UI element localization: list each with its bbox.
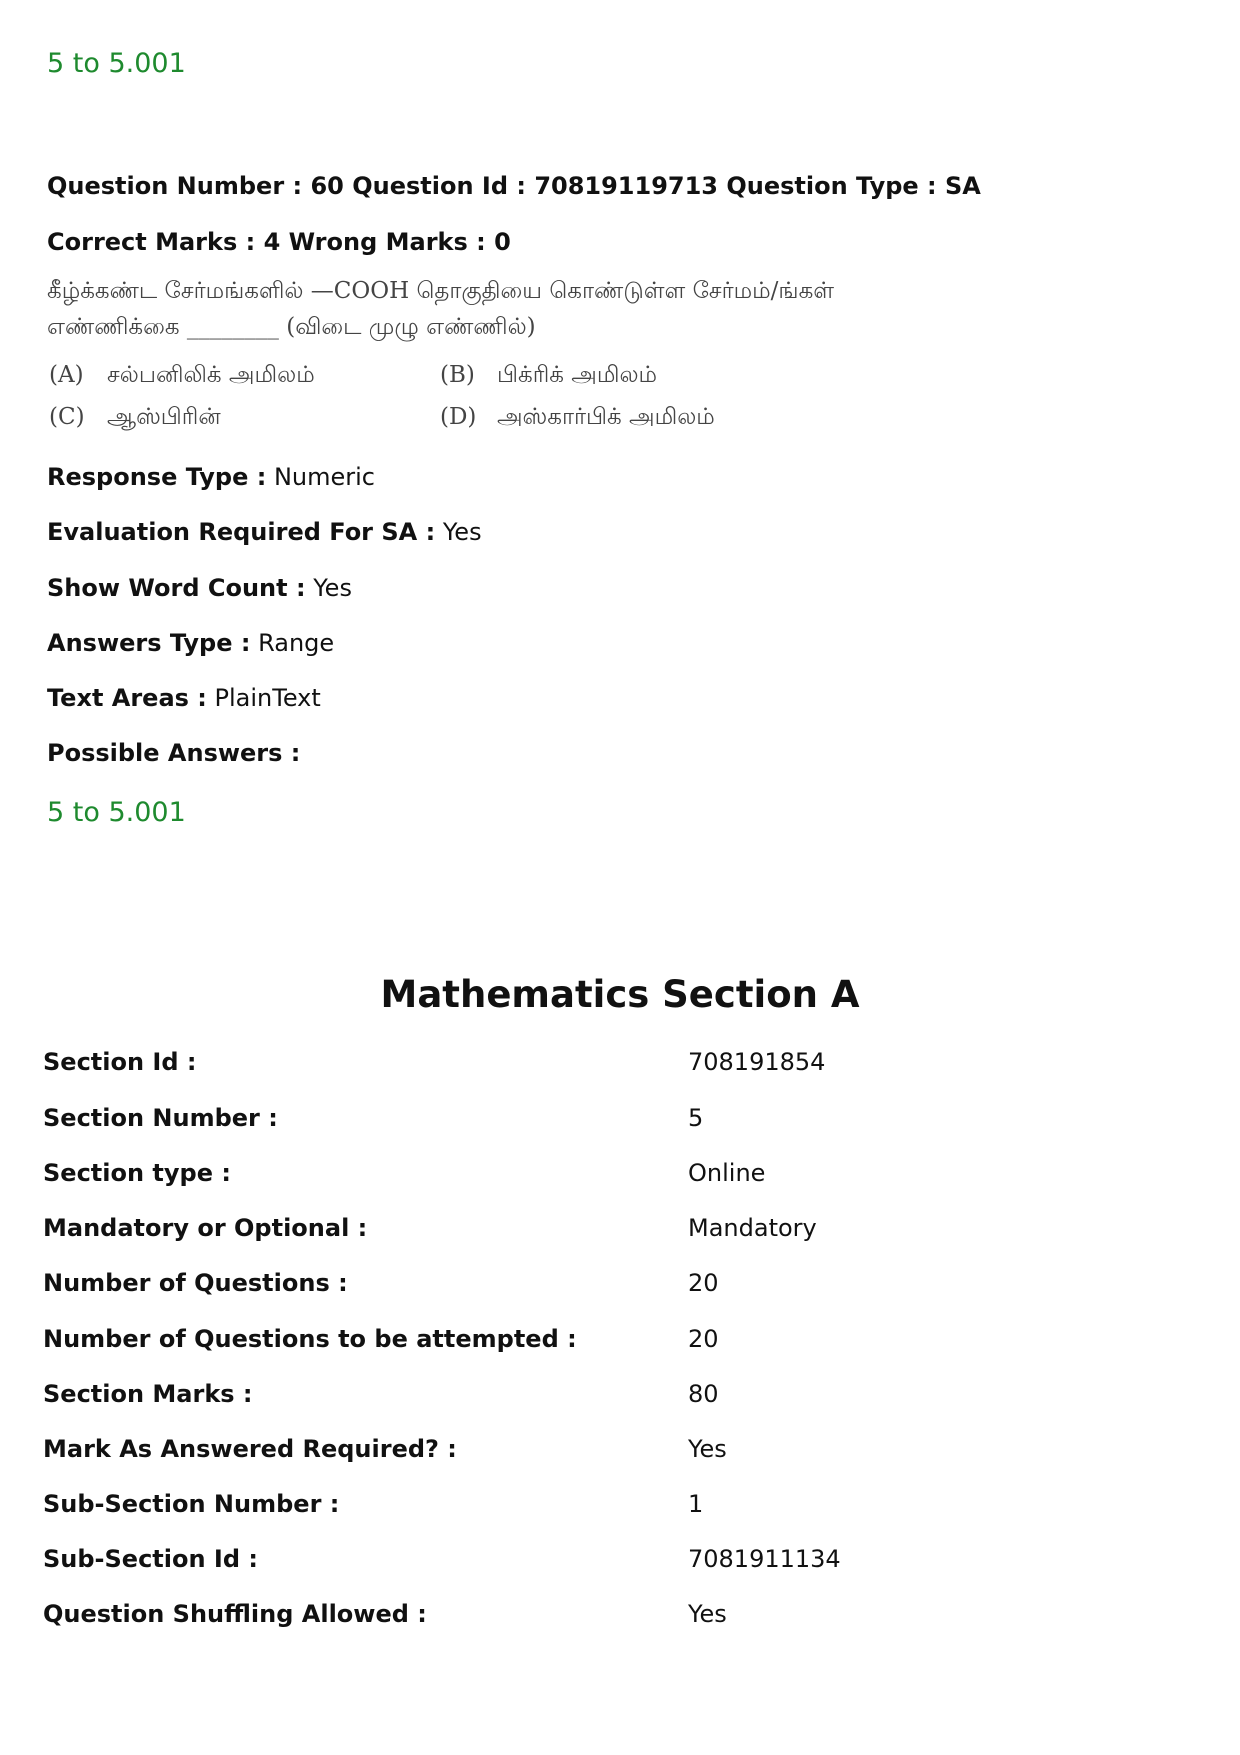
section-type-label: Section type :: [43, 1159, 231, 1187]
section-marks-label: Section Marks :: [43, 1380, 253, 1408]
possible-answer-range: 5 to 5.001: [47, 797, 186, 828]
question-shuffling-value: Yes: [688, 1600, 727, 1628]
section-title: Mathematics Section A: [380, 973, 860, 1016]
section-info-row: [43, 1048, 1193, 1088]
evaluation-required-value: Yes: [442, 518, 482, 546]
number-of-questions-value: 20: [688, 1269, 719, 1297]
question-text-line-1: கீழ்க்கண்ட சேர்மங்களில் —COOH தொகுதியை கொண்டுள்ள சேர்மம்/ங்கள்: [47, 278, 835, 304]
mark-as-answered-value: Yes: [688, 1435, 727, 1463]
section-info-row: [43, 1380, 1193, 1420]
question-header: Question Number : 60 Question Id : 70819119713 Question Type : SA: [47, 172, 981, 200]
previous-answer-range: 5 to 5.001: [47, 48, 186, 79]
section-info-row: [43, 1600, 1193, 1640]
section-info-row: [43, 1325, 1193, 1365]
option-a-text: சல்பனிலிக் அமிலம்: [107, 362, 315, 388]
text-areas-label: Text Areas :: [47, 684, 207, 712]
mandatory-value: Mandatory: [688, 1214, 817, 1242]
question-image: [47, 278, 947, 440]
section-info-row: [43, 1490, 1193, 1530]
number-of-questions-label: Number of Questions :: [43, 1269, 348, 1297]
section-number-label: Section Number :: [43, 1104, 278, 1132]
sub-section-id-label: Sub-Section Id :: [43, 1545, 258, 1573]
section-id-value: 708191854: [688, 1048, 826, 1076]
question-shuffling-label: Question Shuffling Allowed :: [43, 1600, 427, 1628]
questions-to-attempt-value: 20: [688, 1325, 719, 1353]
section-info-row: [43, 1159, 1193, 1199]
option-d-key: (D): [440, 404, 477, 430]
mandatory-label: Mandatory or Optional :: [43, 1214, 368, 1242]
sub-section-id-value: 7081911134: [688, 1545, 841, 1573]
section-info-row: [43, 1214, 1193, 1254]
option-c-key: (C): [49, 404, 85, 430]
marks-line: Correct Marks : 4 Wrong Marks : 0: [47, 228, 511, 256]
sub-section-number-value: 1: [688, 1490, 704, 1518]
answers-type-line: [47, 629, 334, 657]
text-areas-value: PlainText: [214, 684, 321, 712]
sub-section-number-label: Sub-Section Number :: [43, 1490, 340, 1518]
answers-type-label: Answers Type :: [47, 629, 251, 657]
evaluation-required-line: [47, 518, 482, 546]
mark-as-answered-label: Mark As Answered Required? :: [43, 1435, 457, 1463]
section-marks-value: 80: [688, 1380, 719, 1408]
possible-answers-line: [47, 739, 300, 767]
section-info-row: [43, 1104, 1193, 1144]
show-word-count-value: Yes: [313, 574, 352, 602]
option-b-key: (B): [440, 362, 475, 388]
section-info-row: [43, 1435, 1193, 1475]
show-word-count-line: [47, 574, 352, 602]
section-info-row: [43, 1269, 1193, 1309]
response-type-label: Response Type :: [47, 463, 267, 491]
section-id-label: Section Id :: [43, 1048, 197, 1076]
option-a-key: (A): [49, 362, 84, 388]
questions-to-attempt-label: Number of Questions to be attempted :: [43, 1325, 577, 1353]
response-type-line: [47, 463, 375, 491]
answers-type-value: Range: [258, 629, 335, 657]
section-number-value: 5: [688, 1104, 704, 1132]
option-c-text: ஆஸ்பிரின்: [107, 404, 221, 430]
question-text-line-2: எண்ணிக்கை ________ (விடை முழு எண்ணில்): [47, 314, 536, 340]
possible-answers-label: Possible Answers :: [47, 739, 301, 767]
section-type-value: Online: [688, 1159, 766, 1187]
show-word-count-label: Show Word Count :: [47, 574, 306, 602]
section-info-row: [43, 1545, 1193, 1585]
option-b-text: பிக்ரிக் அமிலம்: [497, 362, 658, 388]
evaluation-required-label: Evaluation Required For SA :: [47, 518, 436, 546]
response-type-value: Numeric: [273, 463, 375, 491]
text-areas-line: [47, 684, 321, 712]
option-d-text: அஸ்கார்பிக் அமிலம்: [497, 404, 715, 430]
